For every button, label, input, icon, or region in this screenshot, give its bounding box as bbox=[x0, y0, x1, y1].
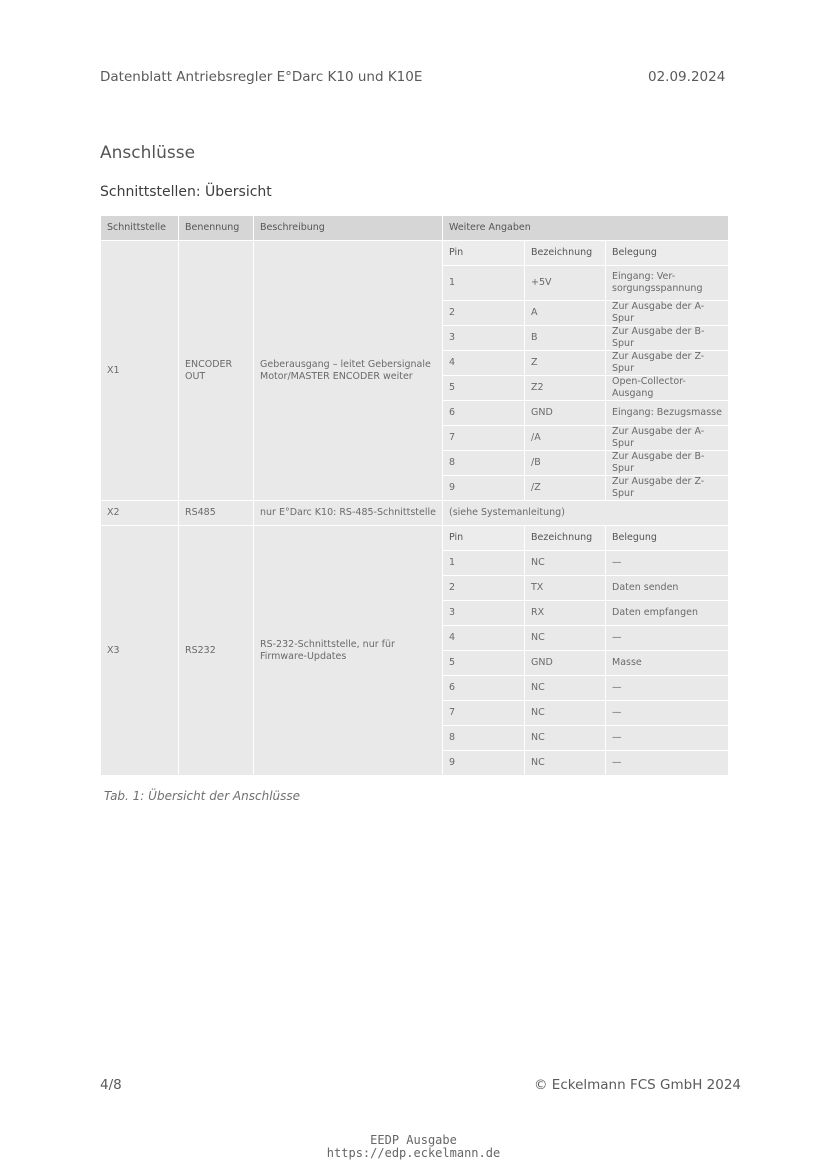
pin-cell: 8 bbox=[443, 726, 525, 751]
page-number: 4/8 bbox=[100, 1077, 122, 1093]
table-row bbox=[101, 501, 729, 526]
designation-cell: NC bbox=[525, 751, 606, 776]
table-header-row bbox=[101, 216, 729, 241]
assignment-cell: Zur Ausgabe der Z-Spur bbox=[606, 476, 729, 501]
designation-cell: NC bbox=[525, 626, 606, 651]
assignment-cell: — bbox=[606, 726, 729, 751]
description-cell: Geberausgang – leitet Gebersignale Motor/MASTER ENCODER weiter bbox=[254, 241, 443, 501]
subsection-title: Schnittstellen: Übersicht bbox=[100, 184, 272, 200]
pin-cell: 2 bbox=[443, 301, 525, 326]
header-cell: Schnittstelle bbox=[101, 216, 179, 241]
pin-cell: 5 bbox=[443, 651, 525, 676]
assignment-cell: — bbox=[606, 751, 729, 776]
interface-cell: X2 bbox=[101, 501, 179, 526]
assignment-cell: — bbox=[606, 626, 729, 651]
pin-cell: 4 bbox=[443, 351, 525, 376]
assignment-cell: — bbox=[606, 551, 729, 576]
designation-cell: NC bbox=[525, 726, 606, 751]
table-row bbox=[101, 241, 729, 266]
pin-cell: 7 bbox=[443, 426, 525, 451]
assignment-cell: Zur Ausgabe der B-Spur bbox=[606, 451, 729, 476]
pin-header-cell: Bezeichnung bbox=[525, 241, 606, 266]
pin-cell: 3 bbox=[443, 326, 525, 351]
assignment-cell: Zur Ausgabe der A-Spur bbox=[606, 301, 729, 326]
assignment-cell: — bbox=[606, 676, 729, 701]
assignment-cell: Eingang: Bezugsmasse bbox=[606, 401, 729, 426]
description-cell: RS-232-Schnittstelle, nur für Firmware-Updates bbox=[254, 526, 443, 776]
assignment-cell: Zur Ausgabe der A-Spur bbox=[606, 426, 729, 451]
pin-cell: 6 bbox=[443, 676, 525, 701]
pin-cell: 1 bbox=[443, 551, 525, 576]
info-cell: (siehe Systemanleitung) bbox=[443, 501, 729, 526]
header-cell: Weitere Angaben bbox=[443, 216, 729, 241]
name-cell: ENCODER OUT bbox=[179, 241, 254, 501]
header-title: Datenblatt Antriebsregler E°Darc K10 und K10E bbox=[100, 69, 423, 85]
interface-cell: X3 bbox=[101, 526, 179, 776]
section-title: Anschlüsse bbox=[100, 143, 196, 163]
designation-cell: +5V bbox=[525, 266, 606, 301]
pin-header-cell: Belegung bbox=[606, 241, 729, 266]
designation-cell: Z2 bbox=[525, 376, 606, 401]
designation-cell: GND bbox=[525, 401, 606, 426]
designation-cell: /Z bbox=[525, 476, 606, 501]
pin-cell: 2 bbox=[443, 576, 525, 601]
pin-cell: 7 bbox=[443, 701, 525, 726]
pin-cell: 8 bbox=[443, 451, 525, 476]
assignment-cell: Zur Ausgabe der Z-Spur bbox=[606, 351, 729, 376]
designation-cell: RX bbox=[525, 601, 606, 626]
name-cell: RS232 bbox=[179, 526, 254, 776]
assignment-cell: Masse bbox=[606, 651, 729, 676]
designation-cell: /A bbox=[525, 426, 606, 451]
designation-cell: TX bbox=[525, 576, 606, 601]
description-cell: nur E°Darc K10: RS-485-Schnittstelle bbox=[254, 501, 443, 526]
copyright: © Eckelmann FCS GmbH 2024 bbox=[534, 1077, 741, 1093]
assignment-cell: Daten senden bbox=[606, 576, 729, 601]
designation-cell: Z bbox=[525, 351, 606, 376]
watermark-url: https://edp.eckelmann.de bbox=[326, 1146, 501, 1160]
designation-cell: NC bbox=[525, 701, 606, 726]
watermark-line-1: EEDP Ausgabe bbox=[370, 1133, 457, 1147]
assignment-cell: Eingang: Ver-sorgungsspannung bbox=[606, 266, 729, 301]
interface-cell: X1 bbox=[101, 241, 179, 501]
name-cell: RS485 bbox=[179, 501, 254, 526]
assignment-cell: — bbox=[606, 701, 729, 726]
header-cell: Beschreibung bbox=[254, 216, 443, 241]
pin-cell: 5 bbox=[443, 376, 525, 401]
connections-table bbox=[100, 215, 729, 776]
designation-cell: /B bbox=[525, 451, 606, 476]
pin-cell: 4 bbox=[443, 626, 525, 651]
pin-cell: 6 bbox=[443, 401, 525, 426]
pin-cell: 3 bbox=[443, 601, 525, 626]
header-date: 02.09.2024 bbox=[648, 69, 726, 85]
assignment-cell: Open-Collector-Ausgang bbox=[606, 376, 729, 401]
designation-cell: B bbox=[525, 326, 606, 351]
pin-cell: 9 bbox=[443, 751, 525, 776]
pin-cell: 1 bbox=[443, 266, 525, 301]
pin-cell: 9 bbox=[443, 476, 525, 501]
pin-header-cell: Pin bbox=[443, 526, 525, 551]
assignment-cell: Zur Ausgabe der B-Spur bbox=[606, 326, 729, 351]
designation-cell: GND bbox=[525, 651, 606, 676]
designation-cell: A bbox=[525, 301, 606, 326]
table-row bbox=[101, 526, 729, 551]
pin-header-cell: Bezeichnung bbox=[525, 526, 606, 551]
designation-cell: NC bbox=[525, 551, 606, 576]
assignment-cell: Daten empfangen bbox=[606, 601, 729, 626]
pin-header-cell: Belegung bbox=[606, 526, 729, 551]
designation-cell: NC bbox=[525, 676, 606, 701]
table-caption: Tab. 1: Übersicht der Anschlüsse bbox=[104, 789, 301, 803]
pin-header-cell: Pin bbox=[443, 241, 525, 266]
header-cell: Benennung bbox=[179, 216, 254, 241]
